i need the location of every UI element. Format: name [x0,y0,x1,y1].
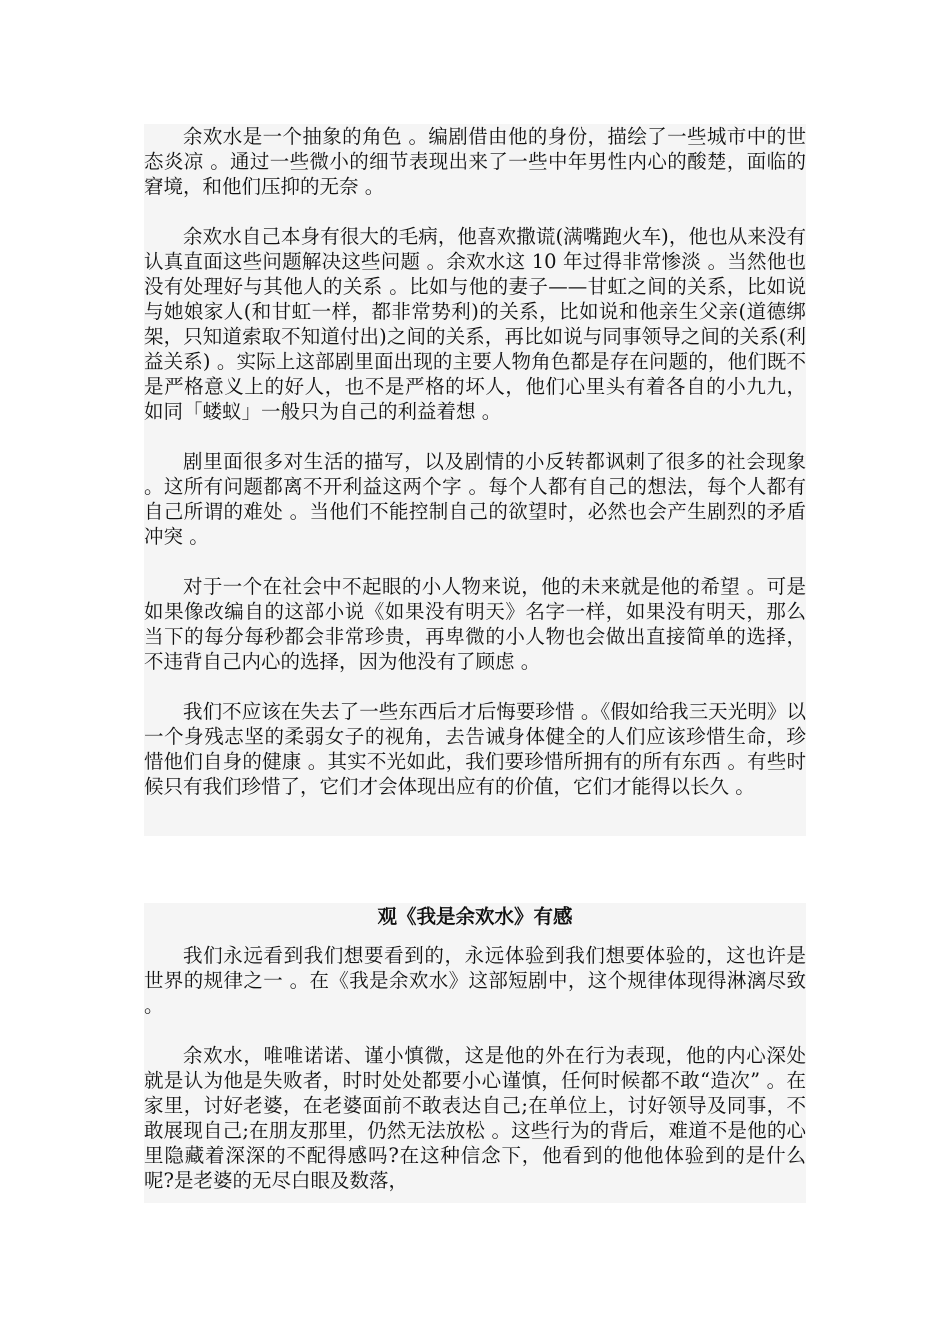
paragraph: 我们不应该在失去了一些东西后才后悔要珍惜 。《假如给我三天光明》以一个身残志坚的柔弱女子的视角，去告诫身体健全的人们应该珍惜生命，珍惜他们自身的健康 。其实不光如此，我们要珍惜所拥有的所有东西 。有些时候只有我们珍惜了，它们才会体现出应有的价值，它们才能得以长久 。 [144,700,806,798]
article-section-1 [144,124,806,836]
paragraph: 对于一个在社会中不起眼的小人物来说，他的未来就是他的希望 。可是如果像改编自的这部小说《如果没有明天》名字一样，如果没有明天，那么当下的每分每秒都会非常珍贵，再卑微的小人物也会做出直接简单的选择，不违背自己内心的选择，因为他没有了顾虑 。 [144,575,806,673]
paragraph: 余欢水，唯唯诺诺、谨小慎微，这是他的外在行为表现，他的内心深处就是认为他是失败者，时时处处都要小心谨慎，任何时候都不敢“造次” 。在家里，讨好老婆，在老婆面前不敢表达自己;在单位上，讨好领导及同事，不敢展现自己;在朋友那里，仍然无法放松 。这些行为的背后，难道不是他的心里隐藏着深深的不配得感吗?在这种信念下，他看到的他他体验到的是什么呢?是老婆的无尽白眼及数落， [144,1044,806,1192]
paragraph: 余欢水是一个抽象的角色 。编剧借由他的身份，描绘了一些城市中的世态炎凉 。通过一些微小的细节表现出来了一些中年男性内心的酸楚，面临的窘境，和他们压抑的无奈 。 [144,125,806,198]
paragraph: 余欢水自己本身有很大的毛病，他喜欢撒谎(满嘴跑火车)，他也从来没有认真直面这些问题解决这些问题 。余欢水这 10 年过得非常惨淡 。当然他也没有处理好与其他人的关系 。比如与他的妻子——甘虹之间的关系，比如说与她娘家人(和甘虹一样，都非常势利)的关系，比如说和他亲生父亲(道德绑架，只知道索取不知道付出)之间的关系，再比如说与同事领导之间的关系(利益关系) 。实际上这部剧里面出现的主要人物角色都是存在问题的，他们既不是严格意义上的好人，也不是严格的坏人，他们心里头有着各自的小九九，如同「蝼蚁」一般只为自己的利益着想 。 [144,225,806,423]
article-section-2 [144,903,806,1203]
paragraph: 我们永远看到我们想要看到的，永远体验到我们想要体验的，这也许是世界的规律之一 。在《我是余欢水》这部短剧中，这个规律体现得淋漓尽致 。 [144,944,806,1017]
paragraph: 剧里面很多对生活的描写，以及剧情的小反转都讽刺了很多的社会现象 。这所有问题都离不开利益这两个字 。每个人都有自己的想法，每个人都有自己所谓的难处 。当他们不能控制自己的欲望时，必然也会产生剧烈的矛盾冲突 。 [144,450,806,548]
section-title: 观《我是余欢水》有感 [377,905,573,928]
